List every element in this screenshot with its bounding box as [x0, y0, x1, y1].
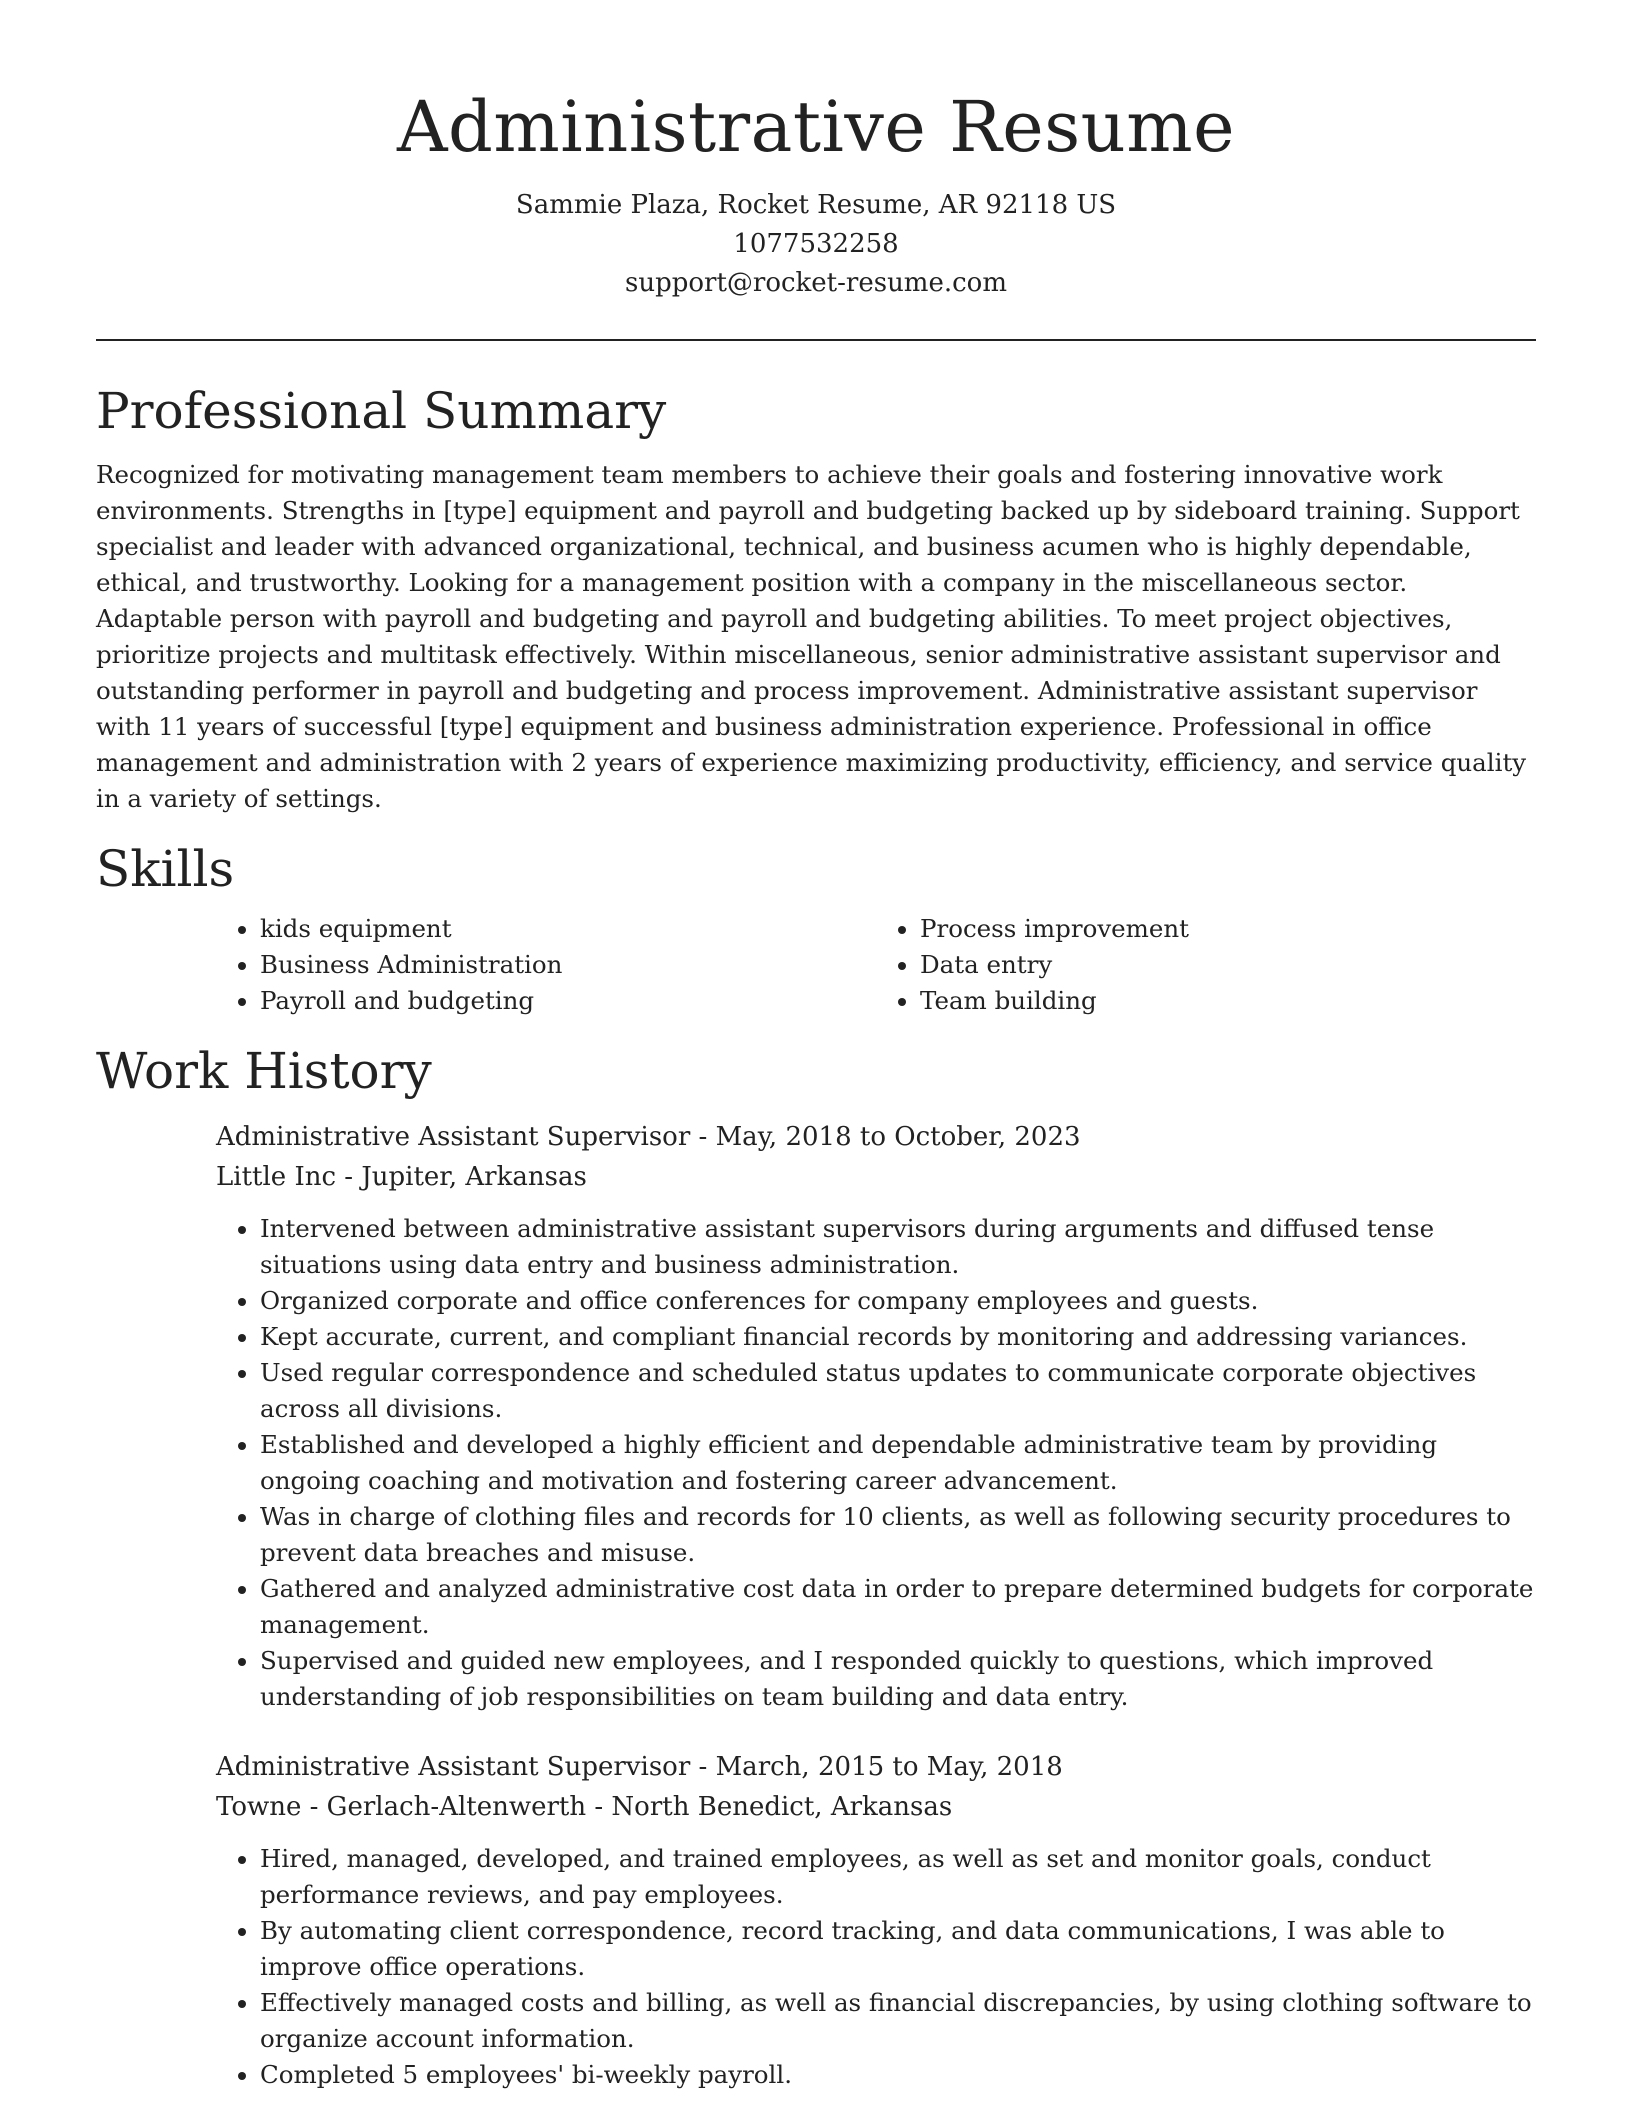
job-location: - North Benedict, Arkansas [586, 1792, 953, 1822]
contact-block [96, 186, 1536, 303]
job-company-line [216, 1157, 1536, 1197]
job-role: Administrative Assistant Supervisor [216, 1752, 691, 1782]
duty-item: • Was in charge of clothing files and records for 10 clients, as well as following security procedures to prevent data breaches and misuse. [260, 1499, 1536, 1571]
summary-text: Recognized for motivating management team members to achieve their goals and fostering innovative work environments. Strengths in [type] equipment and payroll and budgeting backed up by sideboard training. Support specialist and leader with advanced organizational, technical, and business acumen who is highly dependable, ethical, and trustworthy. Looking for a management position with a company in the miscellaneous sector. Adaptable person with payroll and budgeting and payroll and budgeting abilities. To meet project objectives, prioritize projects and multitask effectively. Within miscellaneous, senior administrative assistant supervisor and outstanding performer in payroll and budgeting and process improvement. Administrative assistant supervisor with 11 years of successful [type] equipment and business administration experience. Professional in office management and administration with 2 years of experience maximizing productivity, efficiency, and service quality in a variety of settings. [96, 460, 1527, 813]
contact-phone: 1077532258 [733, 229, 899, 259]
duty-item: • Effectively managed costs and billing, as well as financial discrepancies, by using clothing software to organize account information. [260, 1985, 1536, 2057]
duty-item: • Completed 5 employees' bi-weekly payroll. [260, 2057, 1536, 2093]
job-role: Administrative Assistant Supervisor [216, 1122, 691, 1152]
contact-email: support@rocket-resume.com [624, 268, 1007, 298]
job-location: - Jupiter, Arkansas [336, 1162, 587, 1192]
resume-page [96, 0, 1536, 2093]
duty-item: • Organized corporate and office conferences for company employees and guests. [260, 1283, 1536, 1319]
job-duties [216, 1841, 1536, 2093]
duty-item: • Gathered and analyzed administrative cost data in order to prepare determined budgets for corporate management. [260, 1571, 1536, 1643]
duty-item: • Intervened between administrative assistant supervisors during arguments and diffused tense situations using data entry and business administration. [260, 1211, 1536, 1283]
duty-item: • Hired, managed, developed, and trained employees, as well as set and monitor goals, conduct performance reviews, and pay employees. [260, 1841, 1536, 1913]
job-company: Little Inc [216, 1162, 337, 1192]
skill-item: • Team building [920, 983, 1536, 1019]
header-divider [96, 339, 1536, 341]
skills-list [216, 911, 1536, 1019]
duty-item: • Used regular correspondence and scheduled status updates to communicate corporate objectives across all divisions. [260, 1355, 1536, 1427]
job-duties [216, 1211, 1536, 1715]
skills-column-left [216, 911, 876, 1019]
skills-column-right [876, 911, 1536, 1019]
skill-item: • Process improvement [920, 911, 1536, 947]
skill-item: • Business Administration [260, 947, 876, 983]
job-title-line [216, 1117, 1536, 1157]
duty-item: • Supervised and guided new employees, and I responded quickly to questions, which improved understanding of job responsibilities on team building and data entry. [260, 1643, 1536, 1715]
summary-heading: Professional Summary [96, 382, 667, 440]
job-entry [216, 1747, 1536, 2093]
job-dates: - March, 2015 to May, 2018 [690, 1752, 1063, 1782]
job-entry [216, 1117, 1536, 1715]
job-dates: - May, 2018 to October, 2023 [690, 1122, 1081, 1152]
contact-address: Sammie Plaza, Rocket Resume, AR 92118 US [515, 190, 1117, 220]
job-title-line [216, 1747, 1536, 1787]
duty-item: • By automating client correspondence, record tracking, and data communications, I was able to improve office operations. [260, 1913, 1536, 1985]
duty-item: • Kept accurate, current, and compliant financial records by monitoring and addressing variances. [260, 1319, 1536, 1355]
skill-item: • Payroll and budgeting [260, 983, 876, 1019]
skill-item: • kids equipment [260, 911, 876, 947]
work-history-heading: Work History [96, 1042, 432, 1100]
resume-title: Administrative Resume [396, 86, 1236, 168]
job-company-line [216, 1787, 1536, 1827]
skill-item: • Data entry [920, 947, 1536, 983]
skills-heading: Skills [96, 840, 235, 898]
duty-item: • Established and developed a highly efficient and dependable administrative team by providing ongoing coaching and motivation and fostering career advancement. [260, 1427, 1536, 1499]
job-company: Towne - Gerlach-Altenwerth [216, 1792, 587, 1822]
